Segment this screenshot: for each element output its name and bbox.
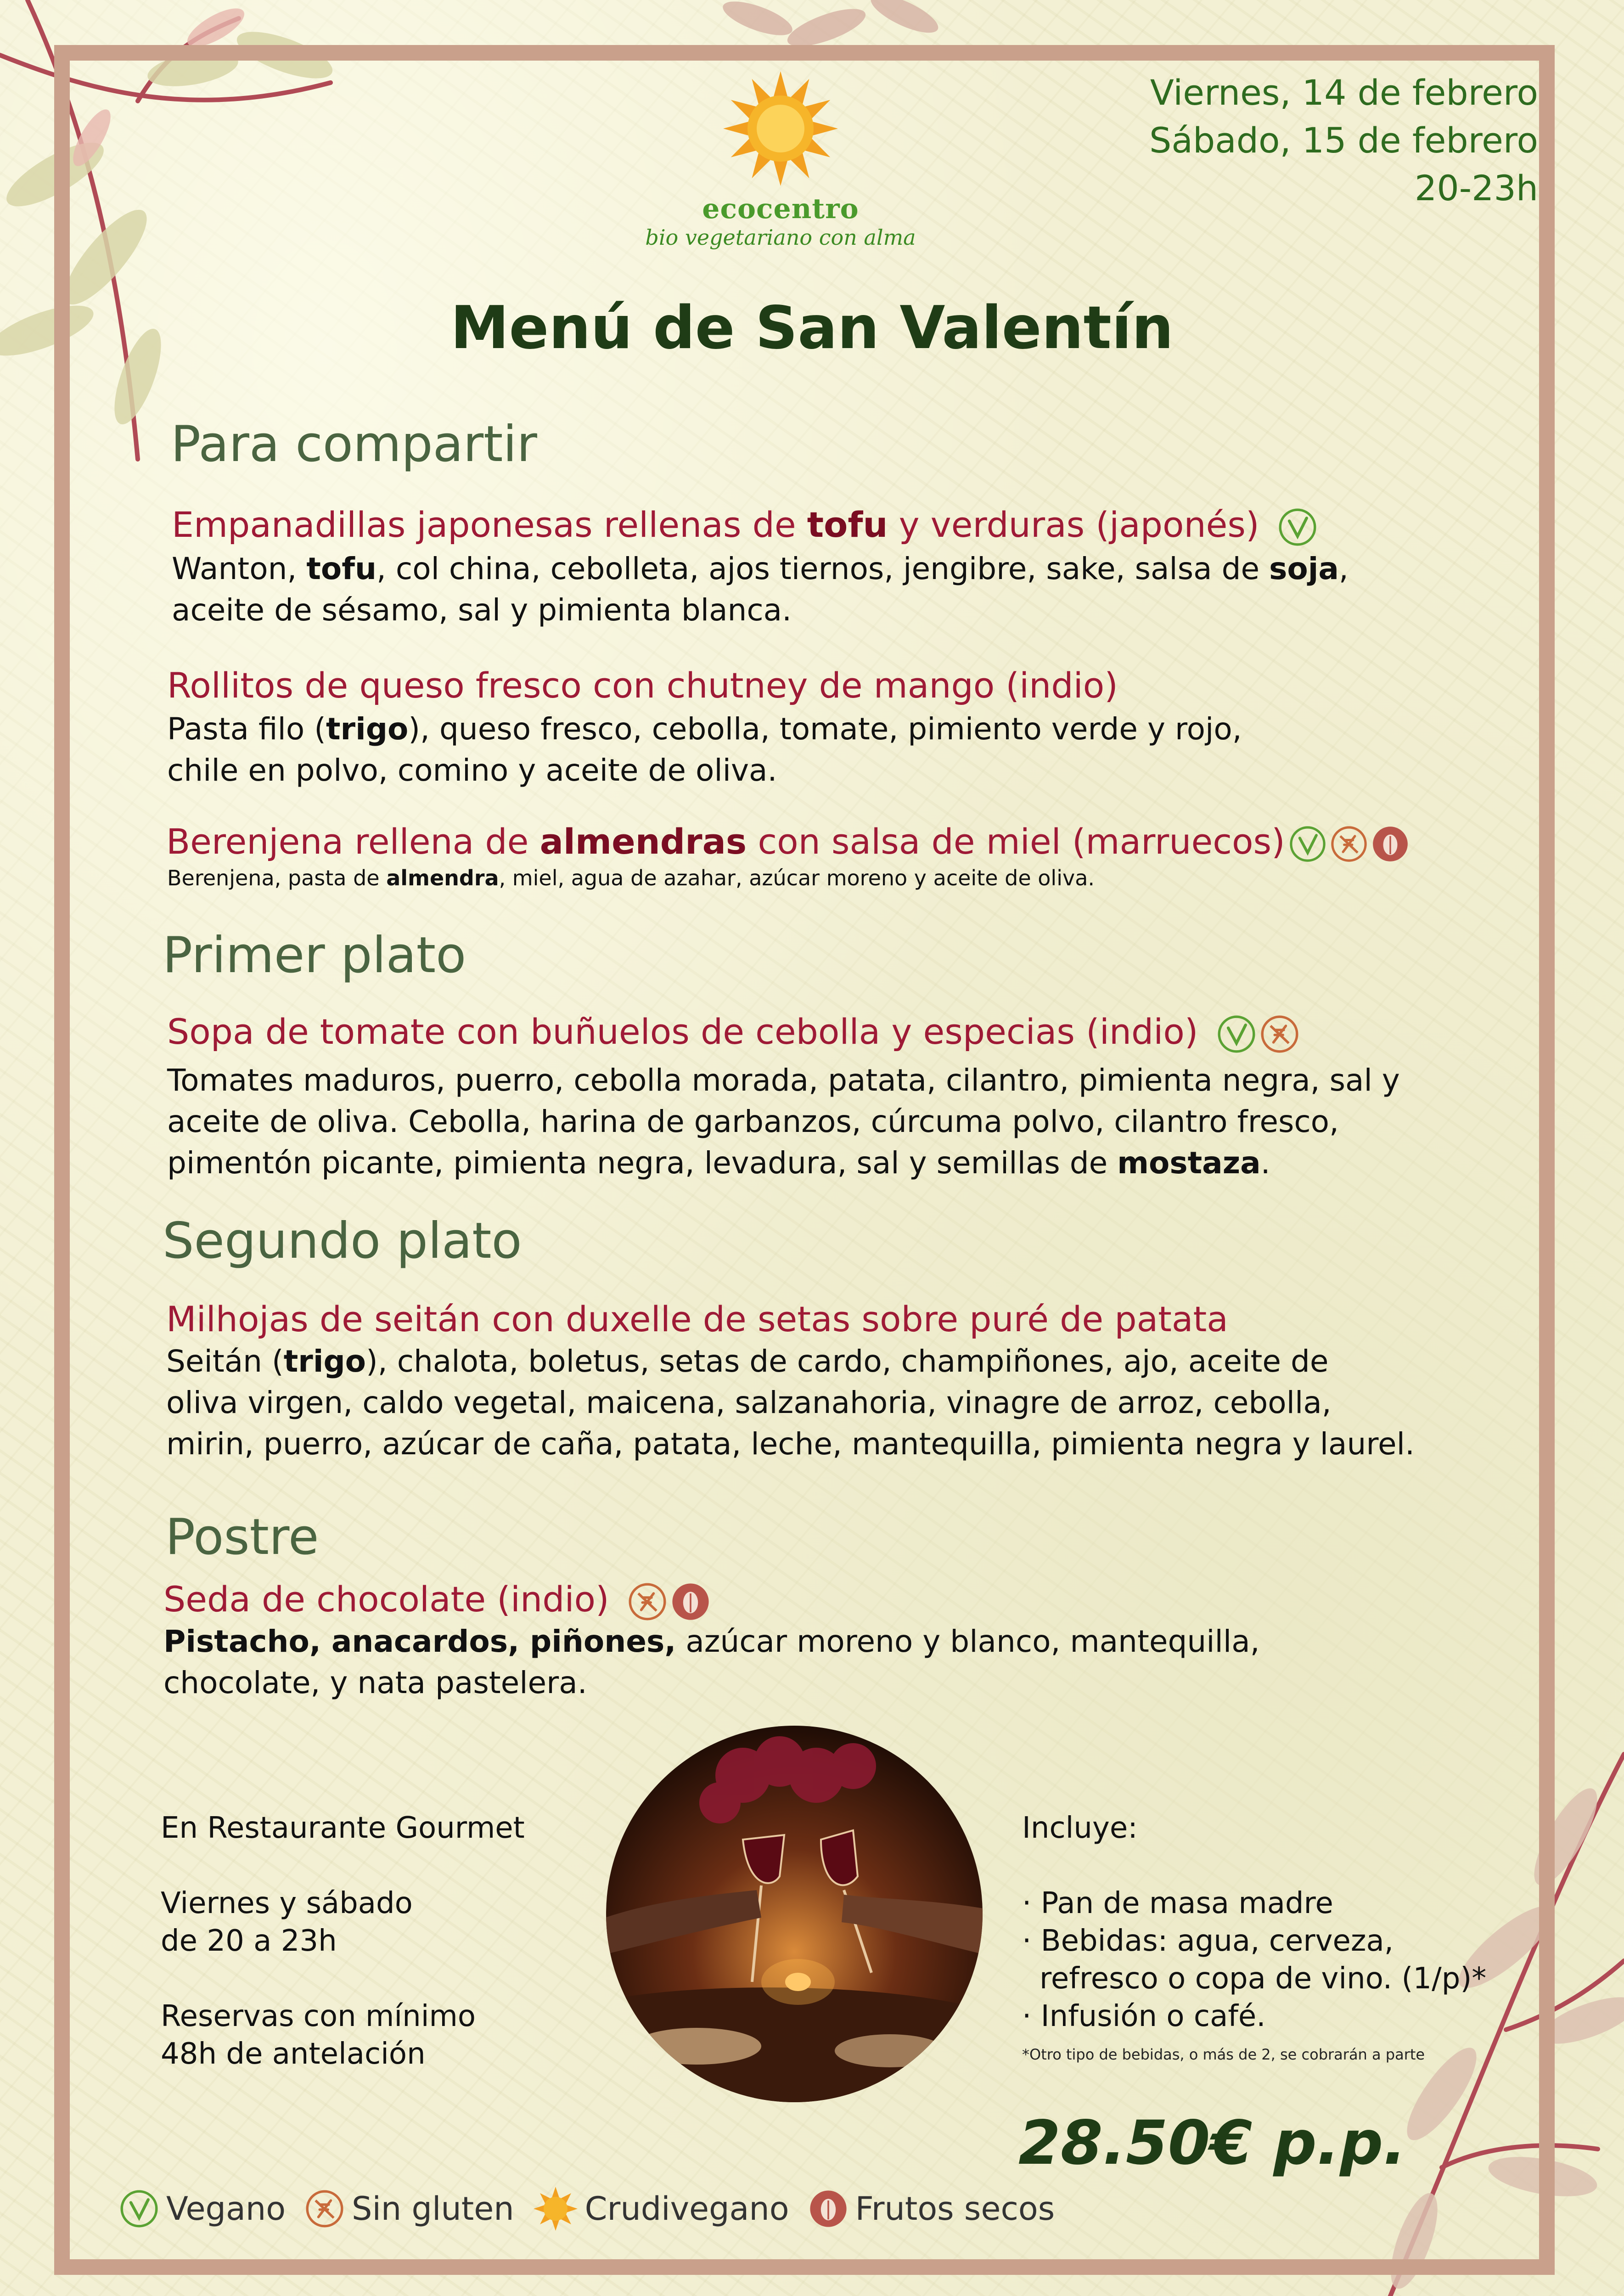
nuts-icon (1371, 824, 1410, 864)
dish-seda-title: Seda de chocolate (indio) (163, 1579, 711, 1622)
dish-milhojas-title: Milhojas de seitán con duxelle de setas sobre puré de patata (166, 1299, 1228, 1339)
dish-rollitos-title: Rollitos de queso fresco con chutney de mango (indio) (167, 665, 1118, 706)
vegan-icon (1277, 506, 1318, 548)
legend-raw-label: Crudivegano (584, 2190, 789, 2228)
gluten-free-icon (627, 1581, 668, 1622)
section-postre: Postre (165, 1508, 319, 1566)
dish-sopa-title: Sopa de tomate con buñuelos de cebolla y especias (indio) (167, 1011, 1300, 1055)
dish-empanadillas-ingredients: Wanton, tofu, col china, cebolleta, ajos tiernos, jengibre, sake, salsa de soja, aceite de sésamo, sal y pimienta blanca. (172, 551, 1349, 628)
vegan-icon (118, 2188, 160, 2229)
section-primer-plato: Primer plato (163, 927, 466, 984)
toast-photo (605, 1725, 983, 2103)
legend-gluten-label: Sin gluten (352, 2190, 514, 2228)
menu-price: 28.50€ p.p. (1018, 2108, 1406, 2178)
section-para-compartir: Para compartir (171, 416, 537, 473)
dish-seda-ingredients: Pistacho, anacardos, piñones, azúcar moreno y blanco, mantequilla, chocolate, y nata pastelera. (163, 1624, 1260, 1700)
gluten-free-icon (304, 2188, 345, 2229)
date-saturday: Sábado, 15 de febrero (1149, 120, 1538, 161)
legend-vegan-label: Vegano (166, 2190, 286, 2228)
event-hours: 20-23h (1414, 168, 1538, 208)
sun-logo-icon (723, 69, 838, 188)
ecocentro-logo (634, 69, 927, 262)
dish-sopa-ingredients: Tomates maduros, puerro, cebolla morada, patata, cilantro, pimienta negra, sal y aceite de oliva. Cebolla, harina de garbanzos, cúrcuma polvo, cilantro fresco, pimentón picante, pimienta negra, levadura, sal y semillas de mostaza. (167, 1063, 1400, 1181)
nuts-icon (670, 1581, 711, 1622)
legend-nuts-label: Frutos secos (855, 2190, 1055, 2228)
nuts-icon (808, 2188, 849, 2229)
allergen-legend (118, 2186, 1073, 2232)
date-friday: Viernes, 14 de febrero (1150, 72, 1538, 113)
dish-rollitos-ingredients: Pasta filo (trigo), queso fresco, cebolla, tomate, pimiento verde y rojo, chile en polvo, comino y aceite de oliva. (167, 711, 1242, 788)
menu-title: Menú de San Valentín (450, 294, 1174, 362)
dish-berenjena-ingredients: Berenjena, pasta de almendra, miel, agua de azahar, azúcar moreno y aceite de oliva. (167, 866, 1095, 890)
gluten-free-icon (1259, 1013, 1300, 1055)
vegan-icon (1288, 824, 1327, 864)
drinks-note: *Otro tipo de bebidas, o más de 2, se cobrarán a parte (1022, 2046, 1425, 2063)
restaurant-info: En Restaurante Gourmet Viernes y sábado de 20 a 23h Reservas con mínimo 48h de antelación (161, 1811, 525, 2071)
brand-tagline: bio vegetariano con alma (645, 225, 916, 250)
raw-vegan-icon (533, 2186, 579, 2232)
dish-milhojas-ingredients: Seitán (trigo), chalota, boletus, setas de cardo, champiñones, ajo, aceite de oliva virgen, caldo vegetal, maicena, salzanahoria, vinagre de arroz, cebolla, mirin, puerro, azúcar de caña, patata, leche, mantequilla, pimienta negra y laurel. (166, 1344, 1415, 1462)
dish-berenjena-title: Berenjena rellena de almendras con salsa de miel (marruecos) (166, 821, 1410, 864)
event-dates (1149, 69, 1538, 212)
section-segundo-plato: Segundo plato (163, 1212, 522, 1270)
includes-info: Incluye: · Pan de masa madre · Bebidas: agua, cerveza, refresco o copa de vino. (1/p)* · Infusión o café. (1022, 1811, 1487, 2033)
vegan-icon (1216, 1013, 1257, 1055)
brand-name: ecocentro (702, 193, 859, 225)
dish-empanadillas-title: Empanadillas japonesas rellenas de tofu y verduras (japonés) (172, 504, 1318, 548)
gluten-free-icon (1329, 824, 1369, 864)
